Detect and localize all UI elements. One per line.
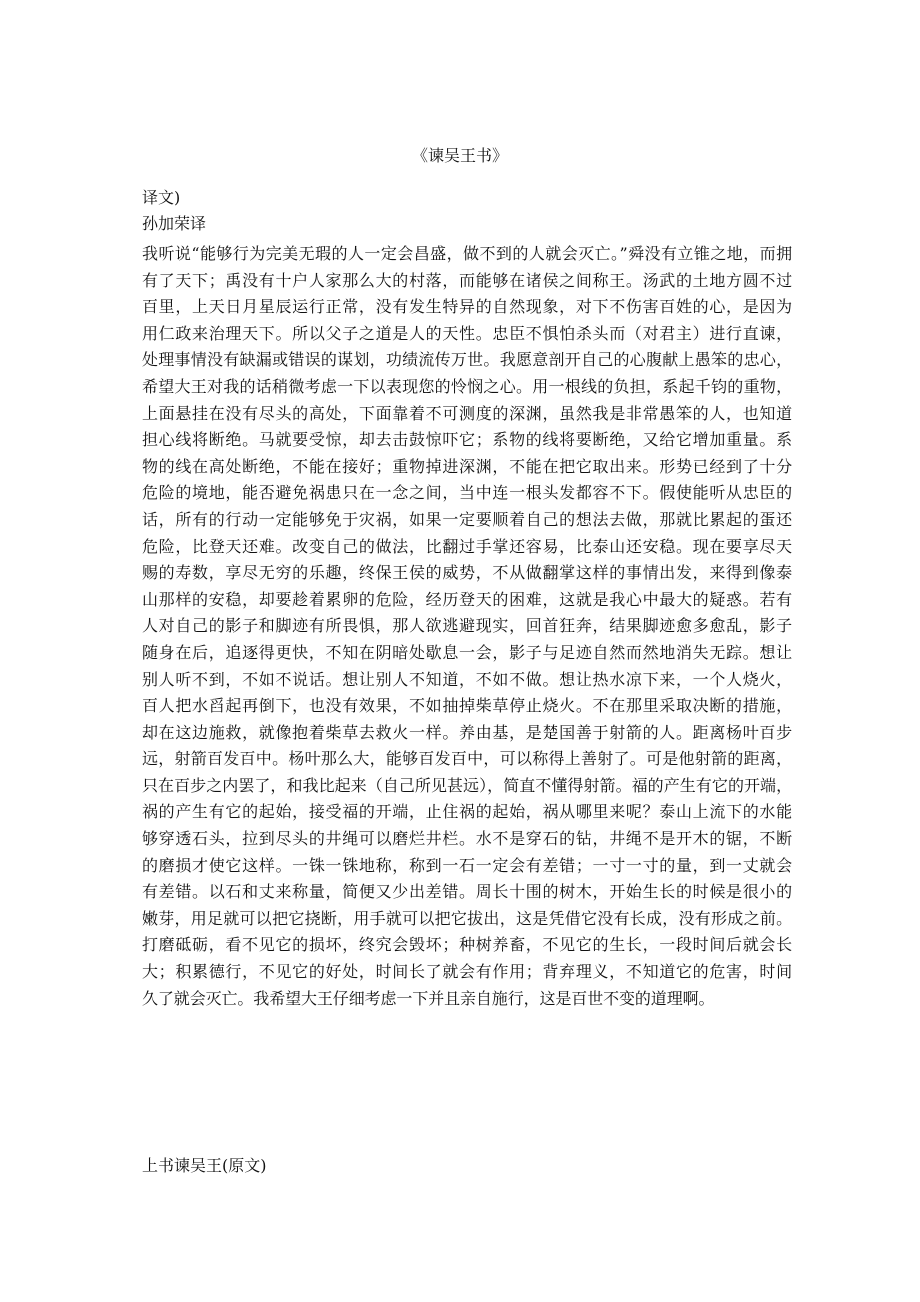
body-line: 打磨砥砺，看不见它的损坏，终究会毁坏；种树养畜，不见它的生长，一段时间后就会长 (142, 935, 792, 955)
body-line: 用仁政来治理天下。所以父子之道是人的天性。忠臣不惧怕杀头而（对君主）进行直谏， (142, 323, 792, 343)
body-line: 有差错。以石和丈来称量，简便又少出差错。周长十围的树木，开始生长的时候是很小的 (142, 882, 792, 902)
body-line: 危险，比登天还难。改变自己的做法，比翻过手掌还容易，比泰山还安稳。现在要享尽天 (142, 536, 792, 556)
body-line: 大；积累德行，不见它的好处，时间长了就会有作用；背弃理义，不知道它的危害，时间 (142, 962, 792, 982)
body-line: 山那样的安稳，却要趁着累卵的危险，经历登天的困难，这就是我心中最大的疑惑。若有 (142, 589, 792, 609)
body-line: 人对自己的影子和脚迹有所畏惧，那人欲逃避现实，回首狂奔，结果脚迹愈多愈乱，影子 (142, 616, 792, 636)
section-heading: 上书谏吴王(原文) (142, 1156, 267, 1175)
body-line: 希望大王对我的话稍微考虑一下以表现您的怜悯之心。用一根线的负担，系起千钧的重物， (142, 376, 792, 396)
translation-body (142, 241, 792, 1012)
body-line: 危险的境地，能否避免祸患只在一念之间，当中连一根头发都容不下。假使能听从忠臣的 (142, 483, 792, 503)
body-line: 够穿透石头，拉到尽头的井绳可以磨烂井栏。水不是穿石的钻，井绳不是开木的锯，不断 (142, 829, 792, 849)
document-title: 《谏吴王书》 (411, 146, 508, 165)
translation-label: 译文) (142, 188, 181, 207)
body-line: 只在百步之内罢了，和我比起来（自己所见甚远），简直不懂得射箭。福的产生有它的开端， (142, 775, 792, 795)
translator-credit: 孙加荣译 (142, 214, 207, 233)
body-line: 的磨损才使它这样。一铢一铢地称，称到一石一定会有差错；一寸一寸的量，到一丈就会 (142, 855, 792, 875)
body-line: 话，所有的行动一定能够免于灾祸，如果一定要顺着自己的想法去做，那就比累起的蛋还 (142, 509, 792, 529)
body-line: 处理事情没有缺漏或错误的谋划，功绩流传万世。我愿意剖开自己的心腹献上愚笨的忠心， (142, 350, 792, 370)
body-line: 百里，上天日月星辰运行正常，没有发生特异的自然现象，对下不伤害百姓的心，是因为 (142, 297, 792, 317)
body-line: 久了就会灭亡。我希望大王仔细考虑一下并且亲自施行，这是百世不变的道理啊。 (142, 988, 715, 1008)
body-line: 远，射箭百发百中。杨叶那么大，能够百发百中，可以称得上善射了。可是他射箭的距离， (142, 749, 792, 769)
body-line: 有了天下；禹没有十户人家那么大的村落，而能够在诸侯之间称王。汤武的土地方圆不过 (142, 270, 792, 290)
body-line: 祸的产生有它的起始，接受福的开端，止住祸的起始，祸从哪里来呢？泰山上流下的水能 (142, 802, 792, 822)
body-line: 担心线将断绝。马就要受惊，却去击鼓惊吓它；系物的线将要断绝，又给它增加重量。系 (142, 430, 792, 450)
body-line: 别人听不到，不如不说话。想让别人不知道，不如不做。想让热水凉下来，一个人烧火， (142, 669, 792, 689)
body-line: 百人把水舀起再倒下，也没有效果，不如抽掉柴草停止烧火。不在那里采取决断的措施， (142, 696, 792, 716)
body-line: 上面悬挂在没有尽头的高处，下面靠着不可测度的深渊，虽然我是非常愚笨的人，也知道 (142, 403, 792, 423)
body-line: 随身在后，追逐得更快，不知在阴暗处歇息一会，影子与足迹自然而然地消失无踪。想让 (142, 642, 792, 662)
body-line: 嫩芽，用足就可以把它挠断，用手就可以把它拔出，这是凭借它没有长成，没有形成之前。 (142, 908, 792, 928)
body-line: 物的线在高处断绝，不能在接好；重物掉进深渊，不能在把它取出来。形势已经到了十分 (142, 456, 792, 476)
body-line: 我听说“能够行为完美无瑕的人一定会昌盛，做不到的人就会灭亡。”舜没有立锥之地，而拥 (142, 244, 792, 263)
body-line: 却在这边施救，就像抱着柴草去救火一样。养由基，是楚国善于射箭的人。距离杨叶百步 (142, 722, 792, 742)
body-line: 赐的寿数，享尽无穷的乐趣，终保王侯的威势，不从做翻掌这样的事情出发，来得到像泰 (142, 563, 792, 583)
